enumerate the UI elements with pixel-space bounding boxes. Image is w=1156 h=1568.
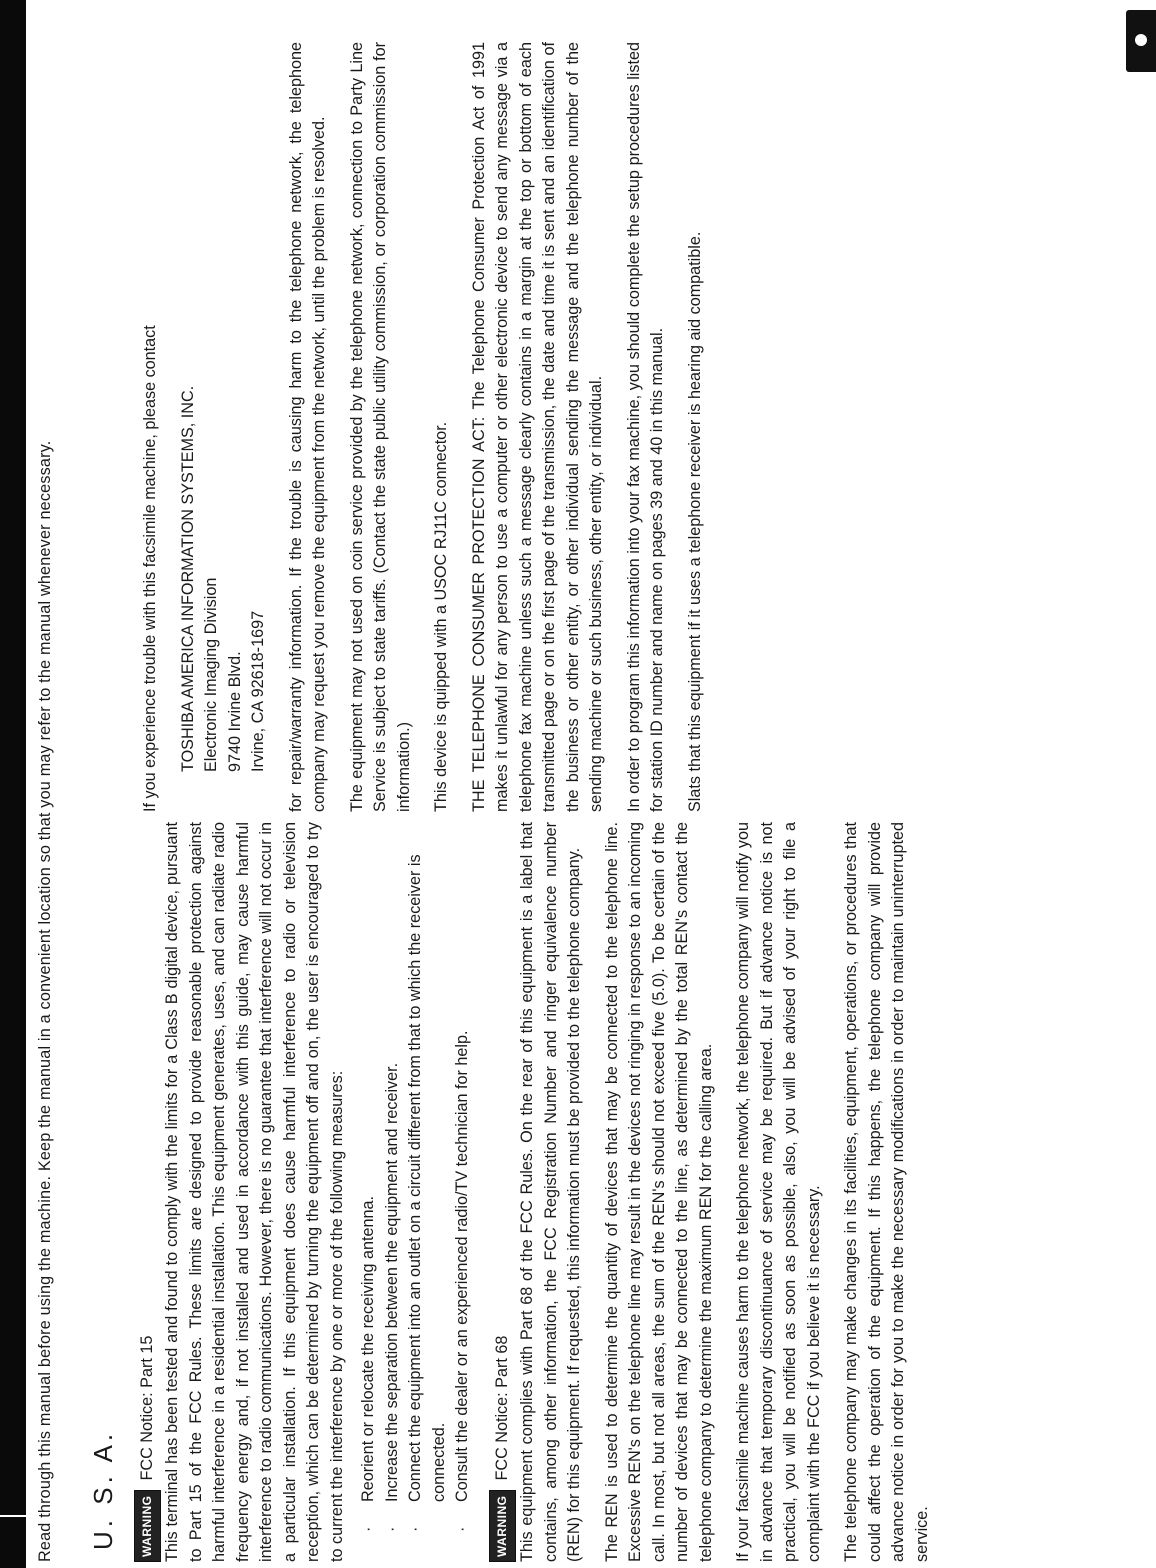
fcc68-title: FCC Notice: Part 68	[492, 1335, 511, 1481]
list-item: · Increase the separation between the equipment and receiver.	[381, 822, 405, 1532]
list-item: · Reorient or relocate the receiving antenna.	[357, 822, 381, 1532]
tcpa-body: THE TELEPHONE CONSUMER PROTECTION ACT: The Telephone Consumer Protection Act of 1991 makes it unlawful for any person to use a computer or other electronic device to send any message via a telephone fax machine unless such a message clearly contains in a margin at the top or bottom of each transmitted page or on the first page of the transmission, the date and time it is sent and an identification of the business or other entity, or other individual sending the message and the telephone number of the sending machine or such business, other entity, or individual.	[469, 42, 605, 812]
warning-badge: WARNING	[134, 1491, 162, 1563]
measures-list	[357, 822, 475, 1562]
address-line: Electronic Imaging Division	[202, 577, 220, 772]
warning-badge: WARNING	[489, 1491, 517, 1563]
fcc15-body: This terminal has been tested and found to comply with the limits for a Class B digital device, pursuant to Part 15 of the FCC Rules. These limits are designed to provide reasonable protection against harmful interference in a residential installation. This equipment generates, uses, and can radiate radio frequency energy and, if not installed and used in accordance with this guide, may cause harmful interference to radio communications. However, there is no guarantee that interference will not occur in a particular installation. If this equipment does cause harmful interference to radio or television reception, which can be determined by turning the equipment off and on, the user is encouraged to try to current the interference by one or more of the following measures:	[163, 822, 346, 1562]
fcc68-heading	[489, 822, 517, 1562]
fcc68-body: This equipment complies with Part 68 of the FCC Rules. On the rear of this equipment is a label that contains, among other information, the FCC Registration Number and ringer equivalence number (REN) for this equipment. If requested, this information must be provided to the telephone company.	[518, 822, 583, 1562]
fcc15-title: FCC Notice: Part 15	[137, 1335, 156, 1481]
address-line: Irvine, CA 92618-1697	[249, 610, 267, 772]
intro-text: Read through this manual before using the machine. Keep the manual in a convenient location so that you may refer to the manual whenever necessary.	[36, 440, 54, 1562]
fcc15-heading	[134, 822, 162, 1562]
address-line: 9740 Irvine Blvd.	[225, 651, 244, 772]
page-content	[34, 42, 1134, 1562]
address-line: TOSHIBA AMERICA INFORMATION SYSTEMS, INC.	[178, 385, 197, 772]
usoc-body: This device is quipped with a USOC RJ11C connector.	[432, 421, 450, 812]
list-item: · Connect the equipment into an outlet on a circuit different from that to which the receiver is connected.	[404, 822, 451, 1532]
harm-body: If your facsimile machine causes harm to the telephone network, the telephone company will notify you in advance that temporary discontinuance of service may be required. But if advance notice is not practical, you will be notified as soon as possible, also, you will be advised of your right to file a complaint with the FCC if you believe it is necessary.	[734, 822, 823, 1562]
coin-body: The equipment may not used on coin service provided by the telephone network, connection to Party Line Service is subject to state tariffs. (Contact the state public utility commission, or corporation commission for information.)	[347, 42, 413, 812]
left-column	[66, 822, 942, 1562]
changes-body: The telephone company may make changes in its facilities, equipment, operations, or procedures that could affect the operation of the equipment. If this happens, the telephone company will provide advance notice in order for you to make the necessary modifications in order to maintain uninterrupted service.	[842, 822, 931, 1562]
program-body: In order to program this information into your fax machine, you should complete the setup procedures listed for station ID number and name on pages 39 and 40 in this manual.	[624, 42, 666, 812]
trouble-body: If you experience trouble with this facsimile machine, please contact	[141, 325, 159, 812]
address-block	[177, 42, 271, 772]
ren-body: The REN is used to determine the quantity of devices that may be connected to the telephone line. Excessive REN's on the telephone line may result in the devices not ringing in response to an incoming call. In most, but not all areas, the sum of the REN's should not exceed five (5.0). To be certain of the number of devices that may be connected to the line, as determined by the total REN's contact the telephone company to determine the maximum REN for the calling area.	[602, 822, 715, 1562]
hearing-body: Slats that this equipment if it uses a telephone receiver is hearing aid compatible.	[685, 231, 704, 812]
repair-body: for repair/warranty information. If the trouble is causing harm to the telephone network, the telephone company may request you remove the equipment from the network, until the problem is resolved.	[286, 42, 328, 812]
list-item: · Consult the dealer or an experienced radio/TV technician for help.	[451, 822, 475, 1532]
right-column	[139, 42, 715, 812]
country-heading: U. S. A.	[88, 1429, 118, 1550]
